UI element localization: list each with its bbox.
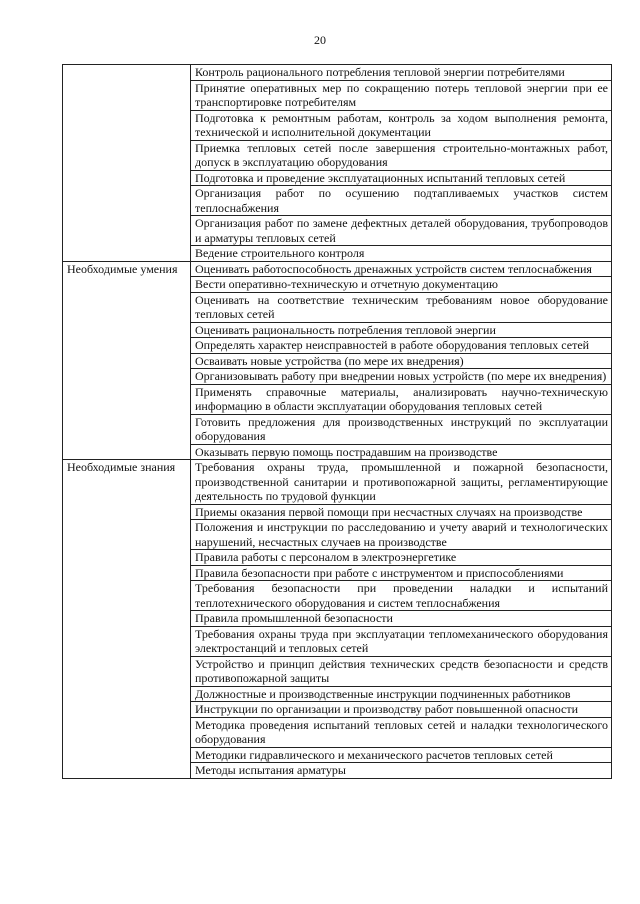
requirement-item: Вести оперативно-техническую и отчетную документацию [191,277,612,293]
requirement-item: Оценивать работоспособность дренажных устройств систем теплоснабжения [191,261,612,277]
requirement-item: Требования охраны труда, промышленной и пожарной безопасности, производственной санитарии и противопожарной защиты, регламентирующие деятельность по трудовой функции [191,460,612,505]
requirements-table [62,64,612,779]
requirement-item: Организовывать работу при внедрении новых устройств (по мере их внедрения) [191,369,612,385]
requirement-item: Оценивать на соответствие техническим требованиям новое оборудование тепловых сетей [191,292,612,322]
requirement-item: Устройство и принцип действия технических средств безопасности и средств противопожарной защиты [191,656,612,686]
table-row [63,65,612,81]
requirement-item: Инструкции по организации и производству работ повышенной опасности [191,702,612,718]
requirement-item: Приемы оказания первой помощи при несчастных случаях на производстве [191,504,612,520]
requirement-item: Определять характер неисправностей в работе оборудования тепловых сетей [191,338,612,354]
requirement-item: Готовить предложения для производственных инструкций по эксплуатации оборудования [191,414,612,444]
requirement-item: Методика проведения испытаний тепловых сетей и наладки технологического оборудования [191,717,612,747]
section-label [63,65,191,262]
requirement-item: Требования безопасности при проведении наладки и испытаний теплотехнического оборудования и систем теплоснабжения [191,581,612,611]
section-label: Необходимые знания [63,460,191,779]
table-row [63,460,612,505]
requirement-item: Ведение строительного контроля [191,246,612,262]
requirement-item: Оценивать рациональность потребления тепловой энергии [191,322,612,338]
requirement-item: Подготовка к ремонтным работам, контроль за ходом выполнения ремонта, технической и исполнительной документации [191,110,612,140]
requirement-item: Положения и инструкции по расследованию и учету аварий и технологических нарушений, несчастных случаев на производстве [191,520,612,550]
requirement-item: Осваивать новые устройства (по мере их внедрения) [191,353,612,369]
requirement-item: Принятие оперативных мер по сокращению потерь тепловой энергии при ее транспортировке потребителям [191,80,612,110]
requirements-table-body [63,65,612,779]
requirement-item: Подготовка и проведение эксплуатационных испытаний тепловых сетей [191,170,612,186]
requirement-item: Правила промышленной безопасности [191,611,612,627]
requirement-item: Должностные и производственные инструкции подчиненных работников [191,686,612,702]
page-number: 20 [314,33,326,47]
requirement-item: Методики гидравлического и механического расчетов тепловых сетей [191,747,612,763]
requirement-item: Правила работы с персоналом в электроэнергетике [191,550,612,566]
table-row [63,261,612,277]
section-label: Необходимые умения [63,261,191,460]
requirement-item: Методы испытания арматуры [191,763,612,779]
requirement-item: Применять справочные материалы, анализировать научно-техническую информацию в области эксплуатации оборудования тепловых сетей [191,384,612,414]
requirement-item: Организация работ по осушению подтапливаемых участков систем теплоснабжения [191,186,612,216]
requirement-item: Приемка тепловых сетей после завершения строительно-монтажных работ, допуск в эксплуатацию оборудования [191,140,612,170]
requirement-item: Правила безопасности при работе с инструментом и приспособлениями [191,565,612,581]
requirement-item: Оказывать первую помощь пострадавшим на производстве [191,444,612,460]
requirement-item: Контроль рационального потребления тепловой энергии потребителями [191,65,612,81]
requirement-item: Требования охраны труда при эксплуатации тепломеханического оборудования электростанций и тепловых сетей [191,626,612,656]
requirement-item: Организация работ по замене дефектных деталей оборудования, трубопроводов и арматуры тепловых сетей [191,216,612,246]
